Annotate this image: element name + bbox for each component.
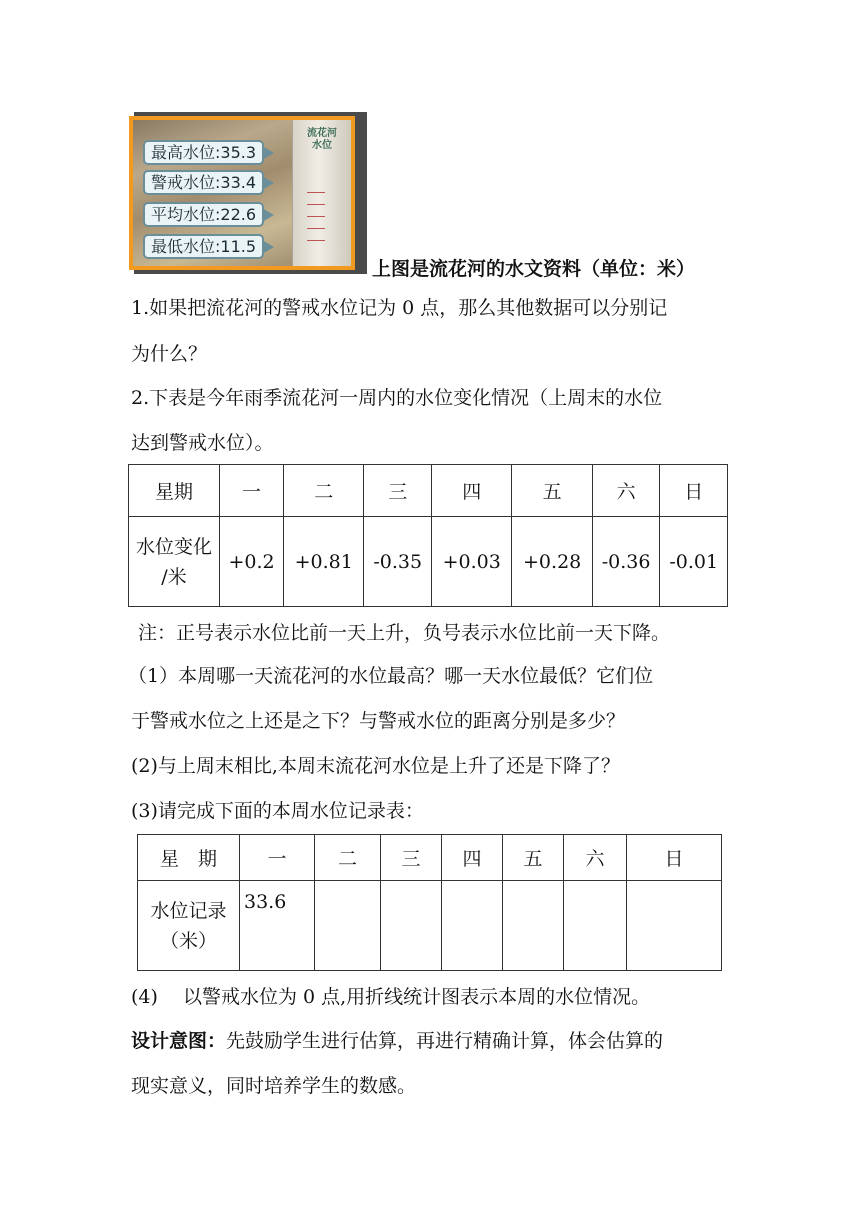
water-level-figure — [129, 112, 367, 274]
day-cell: 五 — [503, 835, 564, 881]
label-highest: 最高水位:35.3 — [143, 140, 264, 165]
question-2-line-1: 2.下表是今年雨季流花河一周内的水位变化情况（上周末的水位 — [131, 387, 663, 409]
table-row — [138, 881, 722, 971]
change-cell: +0.2 — [220, 517, 284, 607]
change-cell: -0.01 — [660, 517, 728, 607]
row-label-line: （米） — [159, 929, 217, 952]
sub-question-1-line-1: （1）本周哪一天流花河的水位最高？哪一天水位最低？它们位 — [128, 665, 654, 687]
gauge-stone — [292, 120, 351, 270]
figure-caption: 上图是流花河的水文资料（单位：米） — [372, 258, 696, 280]
label-lowest: 最低水位:11.5 — [143, 234, 264, 259]
design-intent-label: 设计意图： — [131, 1030, 227, 1052]
design-intent-line-1 — [131, 1027, 663, 1055]
record-cell — [315, 881, 381, 971]
record-cell — [503, 881, 564, 971]
record-cell — [564, 881, 627, 971]
gauge-tick — [307, 192, 325, 193]
table-note: 注：正号表示水位比前一天上升，负号表示水位比前一天下降。 — [138, 622, 671, 644]
day-cell: 四 — [442, 835, 503, 881]
row-label-cell — [138, 881, 240, 971]
label-average: 平均水位:22.6 — [143, 202, 264, 227]
record-cell — [442, 881, 503, 971]
record-cell — [381, 881, 442, 971]
day-cell: 六 — [564, 835, 627, 881]
day-cell: 日 — [627, 835, 722, 881]
water-record-table — [137, 834, 722, 971]
change-cell: -0.35 — [364, 517, 432, 607]
label-warning: 警戒水位:33.4 — [143, 170, 264, 195]
day-cell: 一 — [220, 465, 284, 517]
day-cell: 二 — [315, 835, 381, 881]
question-2-line-2: 达到警戒水位）。 — [131, 432, 274, 454]
sub-question-3: (3)请完成下面的本周水位记录表： — [131, 800, 424, 822]
row-label-line: 水位变化 — [135, 535, 212, 558]
day-cell: 四 — [431, 465, 511, 517]
day-cell: 日 — [660, 465, 728, 517]
day-cell: 三 — [364, 465, 432, 517]
gauge-tick — [307, 240, 325, 241]
table-row — [129, 465, 728, 517]
day-cell: 一 — [240, 835, 315, 881]
change-cell: +0.81 — [284, 517, 364, 607]
stone-title: 流花河水位 — [307, 128, 337, 151]
day-cell: 三 — [381, 835, 442, 881]
question-1-line-2: 为什么？ — [131, 343, 208, 365]
design-intent-line-2: 现实意义，同时培养学生的数感。 — [131, 1075, 417, 1097]
record-cell — [627, 881, 722, 971]
gauge-tick — [307, 228, 325, 229]
change-cell: +0.28 — [512, 517, 592, 607]
figure-frame — [129, 116, 355, 270]
design-intent-text: 先鼓励学生进行估算，再进行精确计算，体会估算的 — [226, 1030, 664, 1052]
change-cell: -0.36 — [592, 517, 660, 607]
question-1-line-1: 1.如果把流花河的警戒水位记为 0 点，那么其他数据可以分别记 — [131, 297, 668, 319]
row-label-cell — [129, 517, 220, 607]
sub-question-4: (4) 以警戒水位为 0 点,用折线统计图表示本周的水位情况。 — [131, 986, 651, 1008]
day-cell: 六 — [592, 465, 660, 517]
change-cell: +0.03 — [431, 517, 511, 607]
gauge-tick — [307, 204, 325, 205]
gauge-tick — [307, 216, 325, 217]
record-cell: 33.6 — [240, 881, 315, 971]
day-cell: 二 — [284, 465, 364, 517]
day-cell: 五 — [512, 465, 592, 517]
table-row — [138, 835, 722, 881]
row-label-line: /米 — [161, 565, 187, 588]
water-change-table — [128, 464, 728, 607]
header-cell: 星期 — [129, 465, 220, 517]
sub-question-1-line-2: 于警戒水位之上还是之下？与警戒水位的距离分别是多少？ — [131, 710, 626, 732]
header-cell: 星 期 — [138, 835, 240, 881]
sub-question-2: (2)与上周末相比,本周末流花河水位是上升了还是下降了？ — [131, 755, 620, 777]
row-label-line: 水位记录 — [150, 899, 227, 922]
table-row — [129, 517, 728, 607]
